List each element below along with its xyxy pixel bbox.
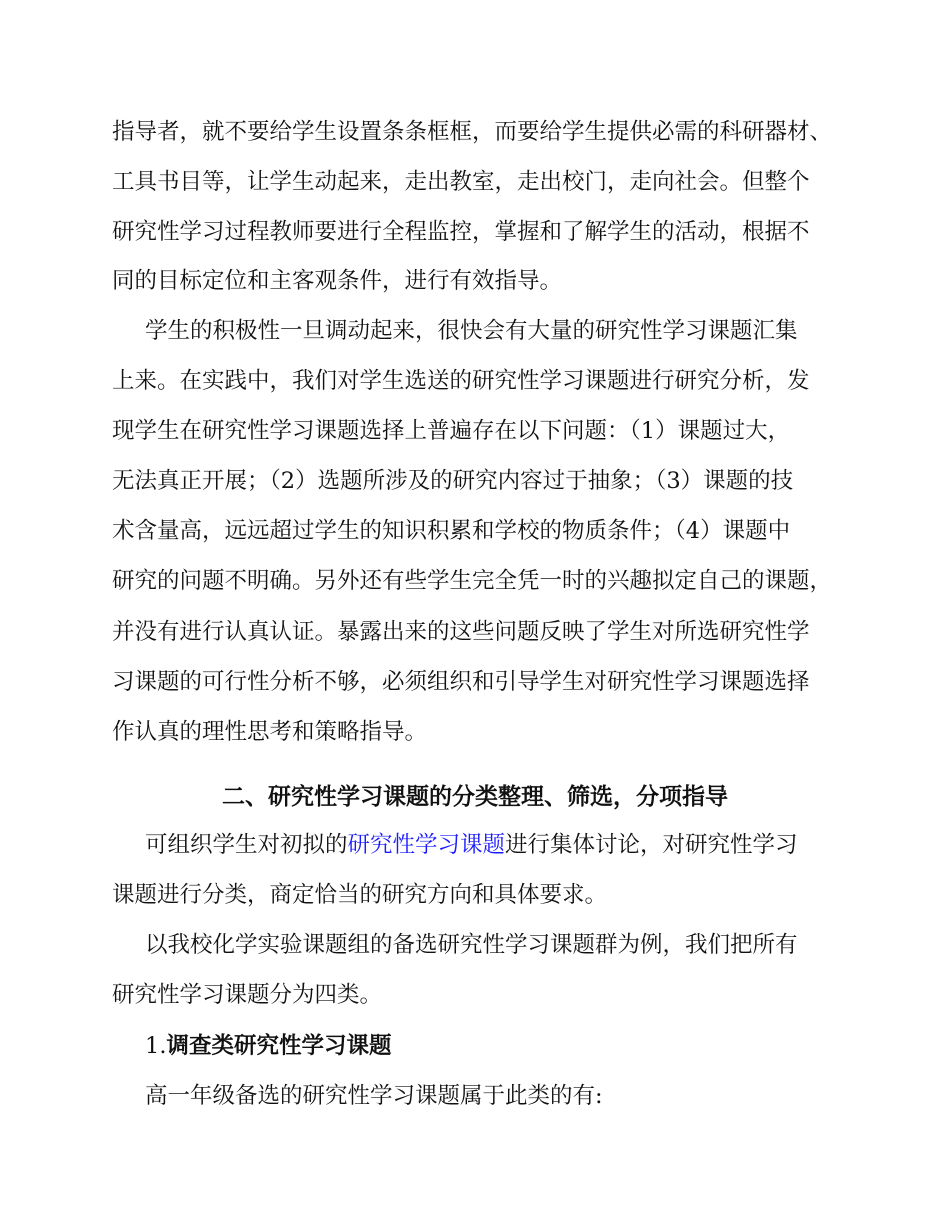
section-heading: 二、研究性学习课题的分类整理、筛选，分项指导 xyxy=(222,783,728,810)
paragraph-4-line-2: 研究性学习课题分为四类。 xyxy=(112,982,383,1008)
paragraph-3-text-before: 可组织学生对初拟的 xyxy=(145,832,348,858)
paragraph-5-line-1: 高一年级备选的研究性学习课题属于此类的有: xyxy=(145,1083,603,1109)
paragraph-2-line-8: 习课题的可行性分析不够，必须组织和引导学生对研究性学习课题选择 xyxy=(112,669,810,695)
paragraph-3-text-after: 进行集体讨论，对研究性学习 xyxy=(505,832,798,858)
subheading-number: 1. xyxy=(145,1033,167,1059)
topic-link[interactable]: 研究性学习课题 xyxy=(347,832,506,858)
paragraph-2-line-9: 作认真的理性思考和策略指导。 xyxy=(112,719,428,745)
paragraph-2-line-3: 现学生在研究性学习课题选择上普遍存在以下问题：（1）课题过大， xyxy=(112,418,791,444)
paragraph-3-line-2: 课题进行分类，商定恰当的研究方向和具体要求。 xyxy=(112,882,608,908)
paragraph-2-line-5: 术含量高，远远超过学生的知识积累和学校的物质条件；（4）课题中 xyxy=(112,518,791,544)
paragraph-3-line-1 xyxy=(145,830,798,860)
paragraph-2-line-4: 无法真正开展；（2）选题所涉及的研究内容过于抽象；（3）课题的技 xyxy=(112,468,794,494)
paragraph-1-line-2: 工具书目等，让学生动起来，走出教室，走出校门，走向社会。但整个 xyxy=(112,169,810,195)
paragraph-4-line-1: 以我校化学实验课题组的备选研究性学习课题群为例，我们把所有 xyxy=(145,932,798,958)
subheading-text: 调查类研究性学习课题 xyxy=(166,1033,392,1059)
subheading-survey-topics xyxy=(145,1031,391,1061)
paragraph-1-line-3: 研究性学习过程教师要进行全程监控，掌握和了解学生的活动，根据不 xyxy=(112,219,810,245)
paragraph-2-line-2: 上来。在实践中，我们对学生选送的研究性学习课题进行研究分析，发 xyxy=(112,368,810,394)
paragraph-2-line-1: 学生的积极性一旦调动起来，很快会有大量的研究性学习课题汇集 xyxy=(145,318,798,344)
paragraph-2-line-7: 并没有进行认真认证。暴露出来的这些问题反映了学生对所选研究性学 xyxy=(112,619,810,645)
paragraph-2-line-6: 研究的问题不明确。另外还有些学生完全凭一时的兴趣拟定自己的课题， xyxy=(112,568,833,594)
paragraph-1-line-4: 同的目标定位和主客观条件，进行有效指导。 xyxy=(112,268,563,294)
paragraph-1-line-1: 指导者，就不要给学生设置条条框框，而要给学生提供必需的科研器材、 xyxy=(112,119,833,145)
